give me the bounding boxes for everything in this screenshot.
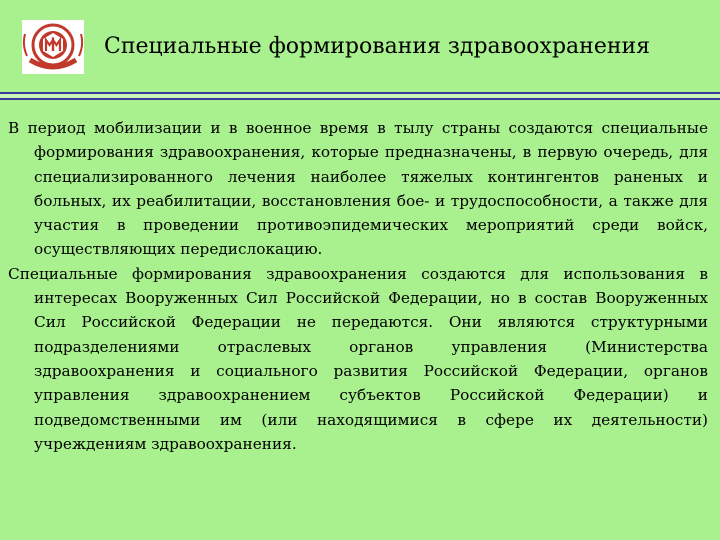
slide-header [0, 0, 720, 92]
paragraph-mobilization: В период мобилизации и в военное время в тылу страны создаются специальные формирования здравоохранения, которые предназначены, в первую очередь, для специализированного лечения наиболее тяжелых контингентов раненых и больных, их реабилитации, восстановления бое- и трудоспособности, а также для участия в проведении противоэпидемических мероприятий среди войск, осуществляющих передислокацию. [8, 119, 708, 259]
medical-emblem-icon [22, 20, 84, 74]
header-divider [0, 92, 720, 100]
slide-body [8, 116, 708, 456]
paragraph-special-formations: Специальные формирования здравоохранения создаются для использования в интересах Вооруженных Сил Российской Федерации, но в состав Вооруженных Сил Российской Федерации не передаются. Они являются структурными подразделениями отраслевых органов управления (Министерства здравоохранения и социального развития Российской Федерации, органов управления здравоохранением субъектов Российской Федерации) и подведомственными им (или находящимися в сфере их деятельности) учреждениям здравоохранения. [8, 264, 708, 453]
slide-title: Специальные формирования здравоохранения [104, 34, 651, 59]
